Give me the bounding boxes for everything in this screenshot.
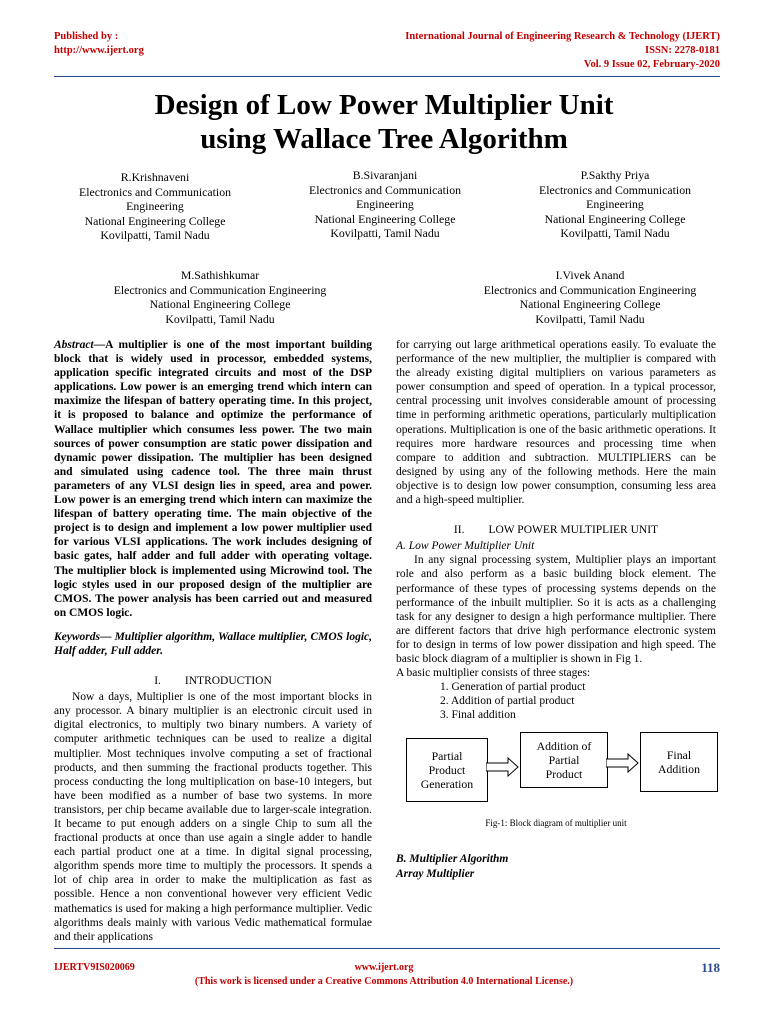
author-name: B.Sivaranjani bbox=[352, 168, 418, 182]
footer-url[interactable]: www.ijert.org bbox=[354, 962, 414, 973]
subsection-b: B. Multiplier Algorithm bbox=[396, 853, 509, 866]
box-line: Addition bbox=[658, 762, 700, 777]
author-college: National Engineering College bbox=[544, 211, 686, 226]
author-block bbox=[60, 268, 380, 326]
author-dept: Electronics and Communication bbox=[538, 182, 691, 197]
section-title: INTRODUCTION bbox=[184, 675, 272, 688]
stages-list bbox=[396, 680, 716, 722]
box-line: Addition of bbox=[536, 739, 592, 754]
paper-id: IJERTV9IS020069 bbox=[54, 962, 135, 973]
issn: ISSN: 2278-0181 bbox=[645, 45, 720, 56]
section-heading-intro bbox=[54, 674, 372, 688]
arrow-icon bbox=[486, 756, 520, 778]
author-block bbox=[270, 168, 500, 243]
section-number: II. bbox=[453, 524, 465, 537]
author-block bbox=[40, 170, 270, 243]
author-dept: Engineering bbox=[586, 197, 644, 211]
author-place: Kovilpatti, Tamil Nadu bbox=[100, 228, 210, 242]
header-left bbox=[54, 30, 144, 58]
diagram-box-partial-product-generation bbox=[406, 738, 488, 802]
author-block bbox=[500, 168, 730, 243]
figure-caption: Fig-1: Block diagram of multiplier unit bbox=[485, 818, 627, 829]
keywords-label: Keywords— bbox=[54, 630, 112, 643]
diagram-box-final-addition bbox=[640, 732, 718, 792]
abstract-label: Abstract bbox=[54, 339, 94, 351]
box-line: Partial bbox=[548, 753, 580, 768]
diagram-box-addition-of-partial-product bbox=[520, 732, 608, 788]
author-name: I.Vivek Anand bbox=[555, 268, 625, 282]
author-block bbox=[430, 268, 750, 326]
right-paragraph-1: for carrying out large arithmetical operations easily. To evaluate the performance of the new multiplier, the multiplier is compared with the already existing digital multipliers on various parameters as power consumption and speed of operation. In a typical processor, central processing unit involves considerable amount of processing time in performing arithmetic operations, particularly multiplication operations. Multiplication is one of the basic arithmetic operations. It requires more hardware resources and processing time when compare to addition and subtraction. MULTIPLIERS can be designed by using any of the following methods. Here the main objective is to design low power consumption, consuming less area and a high-speed multiplier. bbox=[396, 339, 716, 507]
subsection-a: A. Low Power Multiplier Unit bbox=[396, 540, 535, 553]
footer-rule bbox=[54, 948, 720, 949]
stages-intro: A basic multiplier consists of three stages: bbox=[396, 667, 591, 680]
license-note: (This work is licensed under a Creative Commons Attribution 4.0 International License.) bbox=[194, 976, 574, 987]
right-paragraph-2: In any signal processing system, Multiplier plays an important role and also perform as a basic building block element. The performance of these types of processing systems depends on the performance of the inbuilt multiplier. So it is acts as a challenging task for any designer to design a high performance multiplier. There are different factors that drive high performance electronic system for to design in terms of low power dissipation and high speed. The basic block diagram of a multiplier is shown in Fig 1. bbox=[396, 554, 716, 665]
stage-item: 1. Generation of partial product bbox=[440, 681, 586, 694]
author-name: R.Krishnaveni bbox=[120, 170, 190, 184]
author-place: Kovilpatti, Tamil Nadu bbox=[165, 311, 275, 326]
abstract-text: —A multiplier is one of the most important building block that is widely used in processor, embedded systems, application specific integrated circuits and most of the DSP applications. Low power is an emerging trend which intern can maximize the lifespan of battery operating time. In this project, it is proposed to balance and optimize the performance of Wallace multiplier which consumes less power. The two main sources of power consumption are static power dissipation and dynamic power dissipation. The multiplier has been designed and simulated using cadence tool. The three main thrust parameters of any VLSI design lies in speed, area and power. Low power is an emerging trend which intern can maximize the lifespan of battery operating time. The main objective of the project is to design and implement a low power multiplier used for various VLSI applications. The work includes designing of basic gates, half adder and full adder with operating voltage. The multiplier block is implemented using Microwind tool. The logic styles used in our proposed design of the multiplier are CMOS. The power analysis has been carried out and measured on CMOS logic. bbox=[54, 339, 372, 619]
section-title: LOW POWER MULTIPLIER UNIT bbox=[488, 524, 659, 537]
title-line-1: Design of Low Power Multiplier Unit bbox=[154, 89, 614, 121]
author-dept: Electronics and Communication bbox=[308, 182, 461, 197]
paper-title bbox=[0, 88, 768, 156]
author-dept: Electronics and Communication Engineering bbox=[113, 282, 327, 297]
title-line-2: using Wallace Tree Algorithm bbox=[200, 123, 568, 155]
keywords bbox=[54, 630, 372, 658]
author-name: M.Sathishkumar bbox=[180, 268, 260, 282]
section-heading-2 bbox=[396, 523, 716, 537]
journal-url[interactable]: http://www.ijert.org bbox=[54, 45, 144, 56]
author-dept: Engineering bbox=[126, 199, 184, 213]
right-column bbox=[396, 338, 716, 881]
author-dept: Electronics and Communication Engineering bbox=[483, 282, 697, 297]
author-place: Kovilpatti, Tamil Nadu bbox=[330, 226, 440, 240]
abstract bbox=[54, 338, 372, 620]
box-line: Partial bbox=[431, 749, 463, 764]
authors-row-2 bbox=[60, 268, 750, 326]
stage-item: 3. Final addition bbox=[440, 709, 516, 722]
box-line: Final bbox=[666, 748, 692, 763]
author-college: National Engineering College bbox=[84, 213, 226, 228]
subsection-b-2: Array Multiplier bbox=[396, 867, 475, 880]
author-dept: Engineering bbox=[356, 197, 414, 211]
section-number: I. bbox=[154, 675, 161, 688]
block-diagram bbox=[396, 732, 716, 828]
box-line: Generation bbox=[420, 777, 474, 792]
left-column bbox=[54, 338, 372, 944]
published-by: Published by : bbox=[54, 31, 119, 42]
volume-issue: Vol. 9 Issue 02, February-2020 bbox=[583, 59, 720, 70]
author-place: Kovilpatti, Tamil Nadu bbox=[560, 226, 670, 240]
author-name: P.Sakthy Priya bbox=[580, 168, 650, 182]
stage-item: 2. Addition of partial product bbox=[440, 695, 575, 708]
author-place: Kovilpatti, Tamil Nadu bbox=[535, 311, 645, 326]
author-college: National Engineering College bbox=[314, 211, 456, 226]
authors-row-1 bbox=[40, 170, 730, 243]
intro-paragraph: Now a days, Multiplier is one of the most important blocks in any processor. A binary multiplier is an electronic circuit used in digital electronics, to multiply two binary numbers. A variety of computer arithmetic techniques can be used to realize a digital multiplier. Most techniques involve computing a set of fractional products, and then summing the fractional products together. This process conducting the long multiplication on base-10 integers, but have been modified as a number of base two systems. In more transistors, per chip became available due to larger-scale integration. It became to put enough adders on a single Chip to sum all the fractional products at once than use again a single adder to handle each partial product one at a time. In digital signal processing, algorithm spends more time to multiply the processors. It spends a lot of chip area in order to make the multiplication as fast as possible. Hence a non conventional however very efficient Vedic mathematics is used for making a high performance multiplier. Vedic algorithms deals mainly with various Vedic mathematical formulae and their applications bbox=[54, 691, 372, 943]
arrow-icon bbox=[606, 752, 640, 774]
author-college: National Engineering College bbox=[519, 297, 661, 311]
box-line: Product bbox=[545, 767, 583, 782]
journal-name: International Journal of Engineering Research & Technology (IJERT) bbox=[405, 31, 720, 42]
header-right bbox=[405, 30, 720, 72]
author-college: National Engineering College bbox=[149, 297, 291, 311]
box-line: Product bbox=[428, 763, 466, 778]
page-number: 118 bbox=[701, 960, 720, 975]
author-dept: Electronics and Communication bbox=[78, 184, 231, 199]
header-rule bbox=[54, 76, 720, 77]
keywords-text: Multiplier algorithm, Wallace multiplier, CMOS logic, Half adder, Full adder. bbox=[54, 630, 372, 657]
